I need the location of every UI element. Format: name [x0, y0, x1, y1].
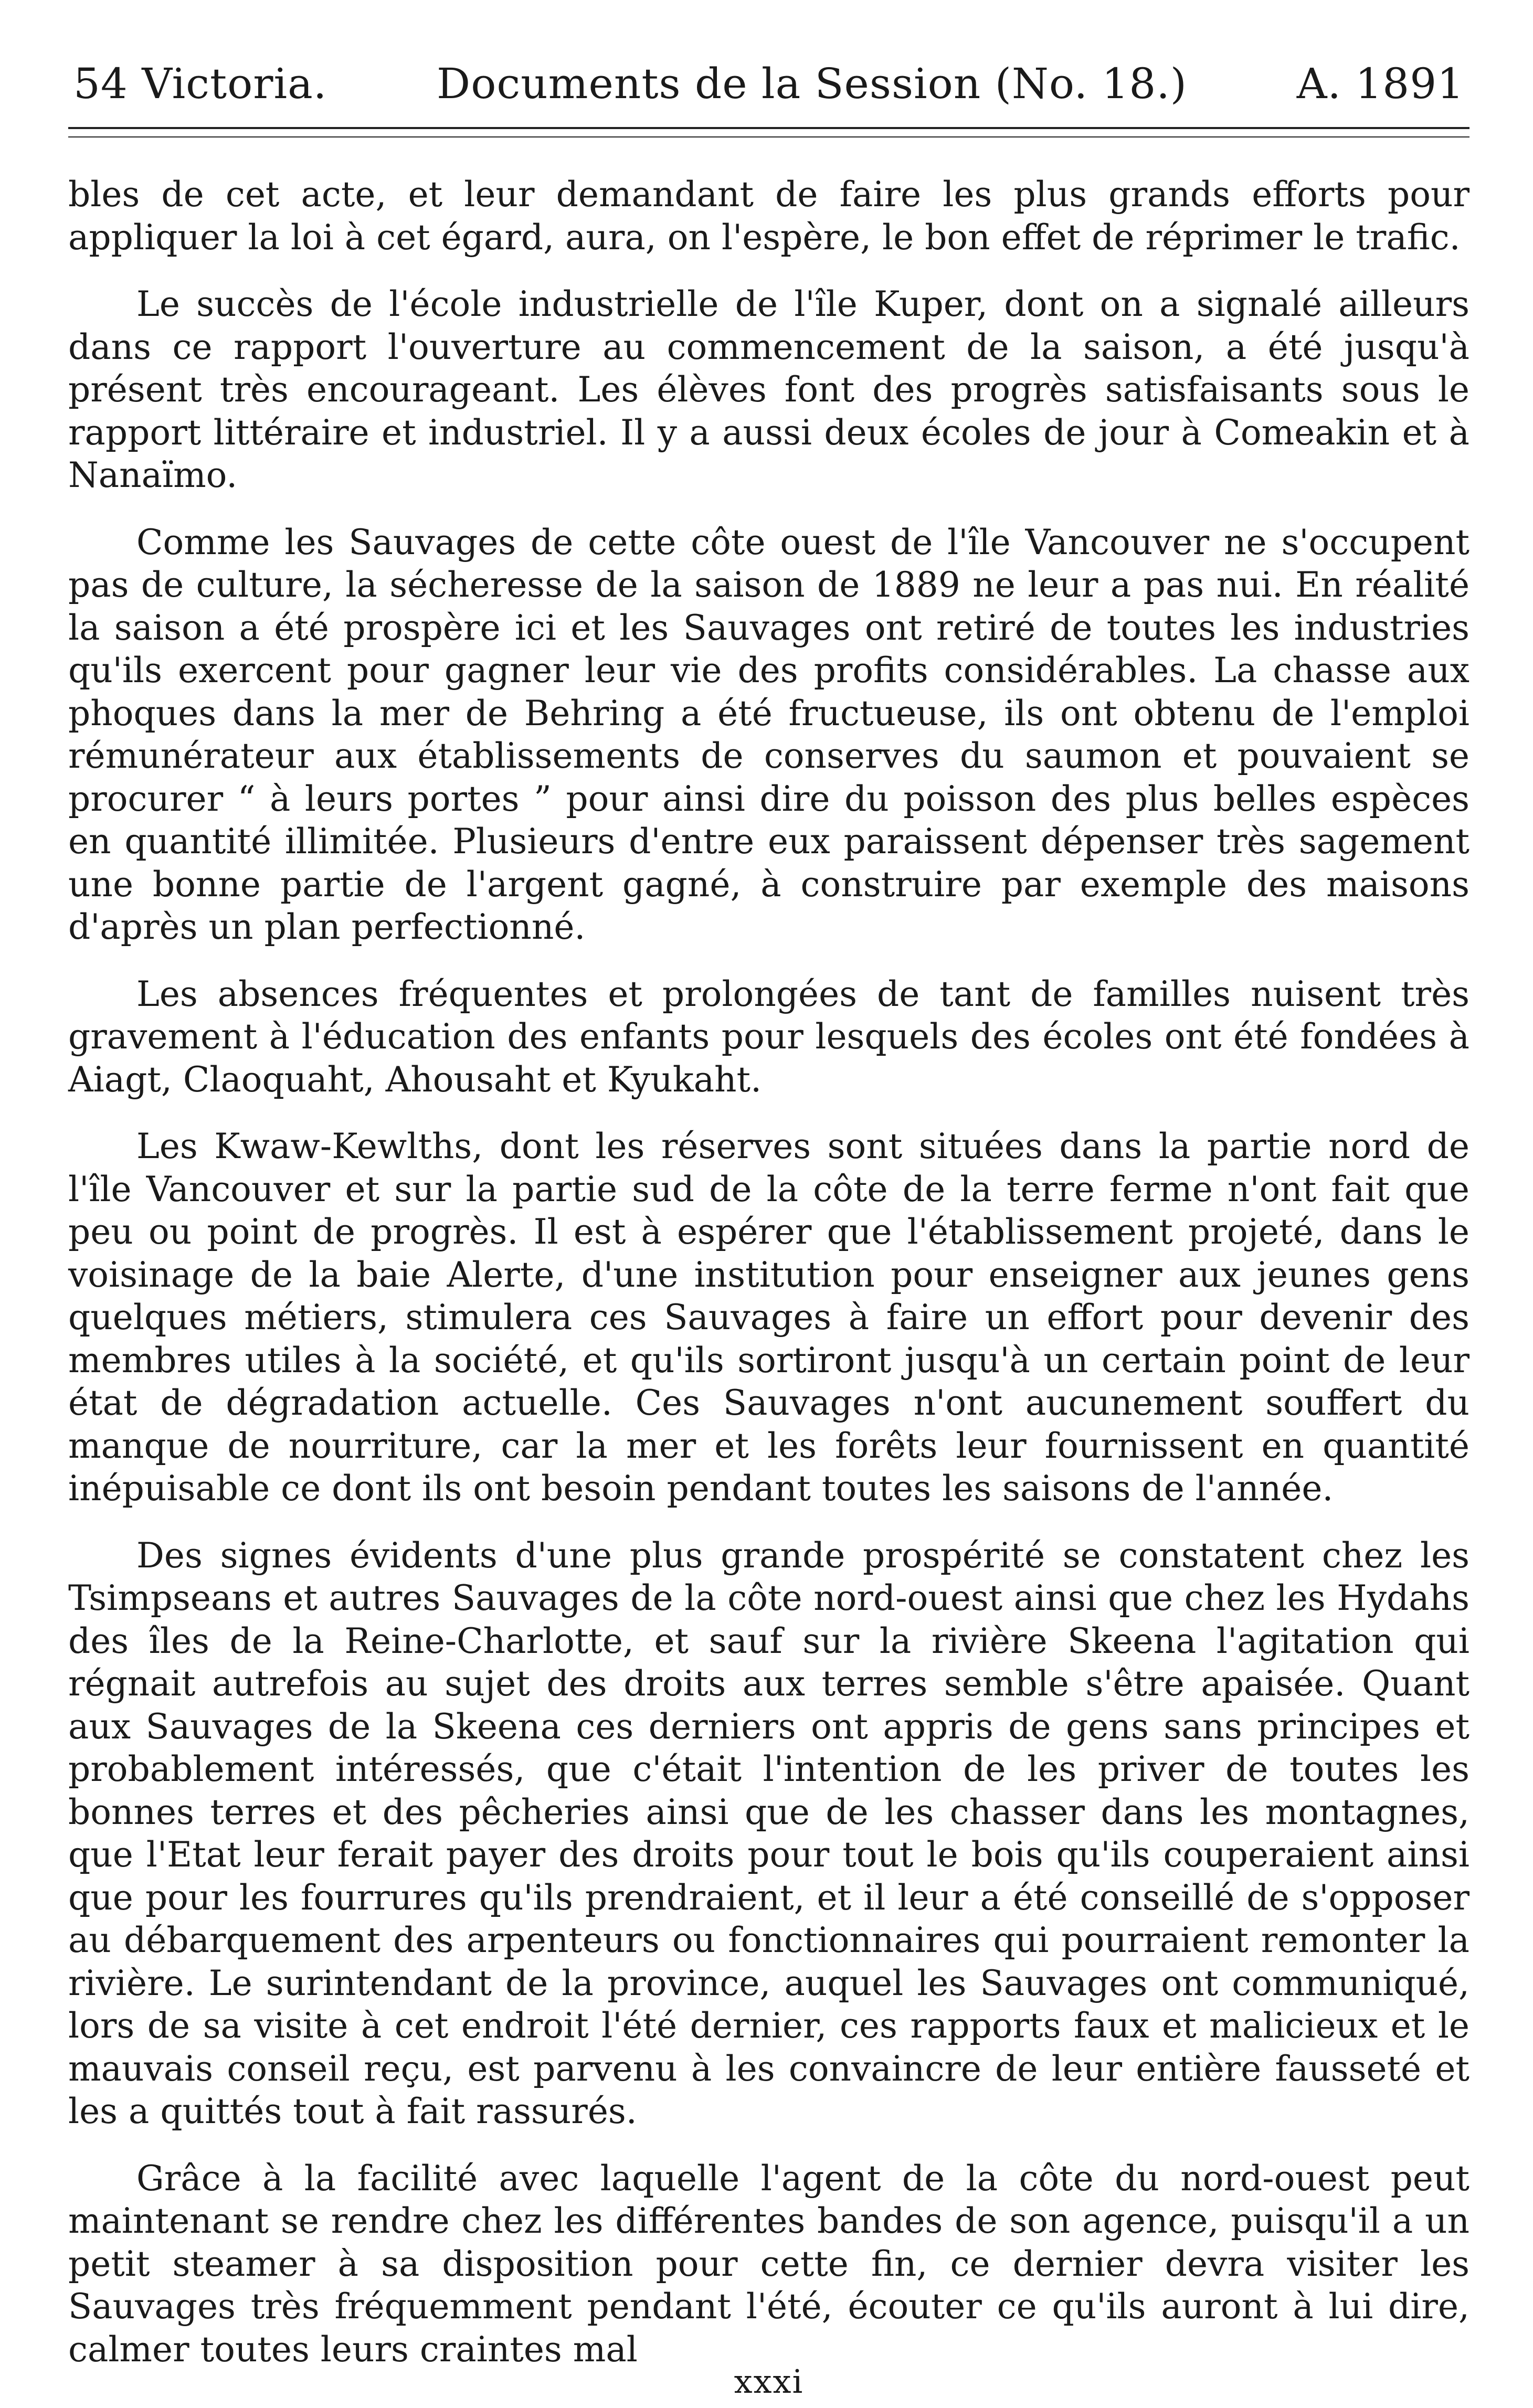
- page-number: xxxi: [734, 2362, 804, 2401]
- header-double-rule: [68, 127, 1469, 137]
- document-page: [68, 59, 1469, 2401]
- paragraph: Les Kwaw-Kewlths, dont les réserves sont situées dans la partie nord de l'île Vancouver et sur la partie sud de la côte de la terre ferme n'ont fait que peu ou point de progrès. Il est à espérer que l'établissement projeté, dans le voisinage de la baie Alerte, d'une institution pour enseigner aux jeunes gens quelques métiers, stimulera ces Sauvages à faire un effort pour devenir des membres utiles à la société, et qu'ils sortiront jusqu'à un certain point de leur état de dégradation actuelle. Ces Sauvages n'ont aucunement souffert du manque de nourriture, car la mer et les forêts leur fournissent en quantité inépuisable ce dont ils ont besoin pendant toutes les saisons de l'année.: [68, 1126, 1469, 1509]
- header-title: Documents de la Session (No. 18.): [437, 59, 1187, 108]
- header-volume: 54 Victoria.: [73, 59, 327, 108]
- paragraph: Comme les Sauvages de cette côte ouest de l'île Vancouver ne s'occupent pas de culture, la sécheresse de la saison de 1889 ne leur a pas nui. En réalité la saison a été prospère ici et les Sauvages ont retiré de toutes les industries qu'ils exercent pour gagner leur vie des profits considérables. La chasse aux phoques dans la mer de Behring a été fructueuse, ils ont obtenu de l'emploi rémunérateur aux établissements de conserves du saumon et pouvaient se procurer “ à leurs portes ” pour ainsi dire du poisson des plus belles espèces en quantité illimitée. Plusieurs d'entre eux paraissent dépenser très sagement une bonne partie de l'argent gagné, à construire par exemple des maisons d'après un plan perfectionné.: [68, 522, 1469, 947]
- running-header: [68, 59, 1469, 108]
- paragraph: Le succès de l'école industrielle de l'île Kuper, dont on a signalé ailleurs dans ce rapport l'ouverture au commencement de la saison, a été jusqu'à présent très encourageant. Les élèves font des progrès satisfaisants sous le rapport littéraire et industriel. Il y a aussi deux écoles de jour à Comeakin et à Nanaïmo.: [68, 284, 1469, 495]
- paragraph: Grâce à la facilité avec laquelle l'agent de la côte du nord-ouest peut maintenant se rendre chez les différentes bandes de son agence, puisqu'il a un petit steamer à sa disposition pour cette fin, ce dernier devra visiter les Sauvages très fréquemment pendant l'été, écouter ce qu'ils auront à lui dire, calmer toutes leurs craintes mal: [68, 2158, 1469, 2370]
- paragraph-continued: bles de cet acte, et leur demandant de faire les plus grands efforts pour appliquer la loi à cet égard, aura, on l'espère, le bon effet de réprimer le trafic.: [68, 174, 1469, 258]
- body-text: [68, 173, 1469, 2371]
- paragraph: Des signes évidents d'une plus grande prospérité se constatent chez les Tsimpseans et autres Sauvages de la côte nord-ouest ainsi que chez les Hydahs des îles de la Reine-Charlotte, et sauf sur la rivière Skeena l'agitation qui régnait autrefois au sujet des droits aux terres semble s'être apaisée. Quant aux Sauvages de la Skeena ces derniers ont appris de gens sans principes et probablement intéressés, que c'était l'intention de les priver de toutes les bonnes terres et des pêcheries ainsi que de les chasser dans les montagnes, que l'Etat leur ferait payer des droits pour tout le bois qu'ils couperaient ainsi que pour les fourrures qu'ils prendraient, et il leur a été conseillé de s'opposer au débarquement des arpenteurs ou fonctionnaires qui pourraient remonter la rivière. Le surintendant de la province, auquel les Sauvages ont communiqué, lors de sa visite à cet endroit l'été dernier, ces rapports faux et malicieux et le mauvais conseil reçu, est parvenu à les convaincre de leur entière fausseté et les a quittés tout à fait rassurés.: [68, 1535, 1469, 2131]
- paragraph: Les absences fréquentes et prolongées de tant de familles nuisent très gravement à l'éducation des enfants pour lesquels des écoles ont été fondées à Aiagt, Claoquaht, Ahousaht et Kyukaht.: [68, 973, 1469, 1100]
- header-year: A. 1891: [1296, 59, 1464, 108]
